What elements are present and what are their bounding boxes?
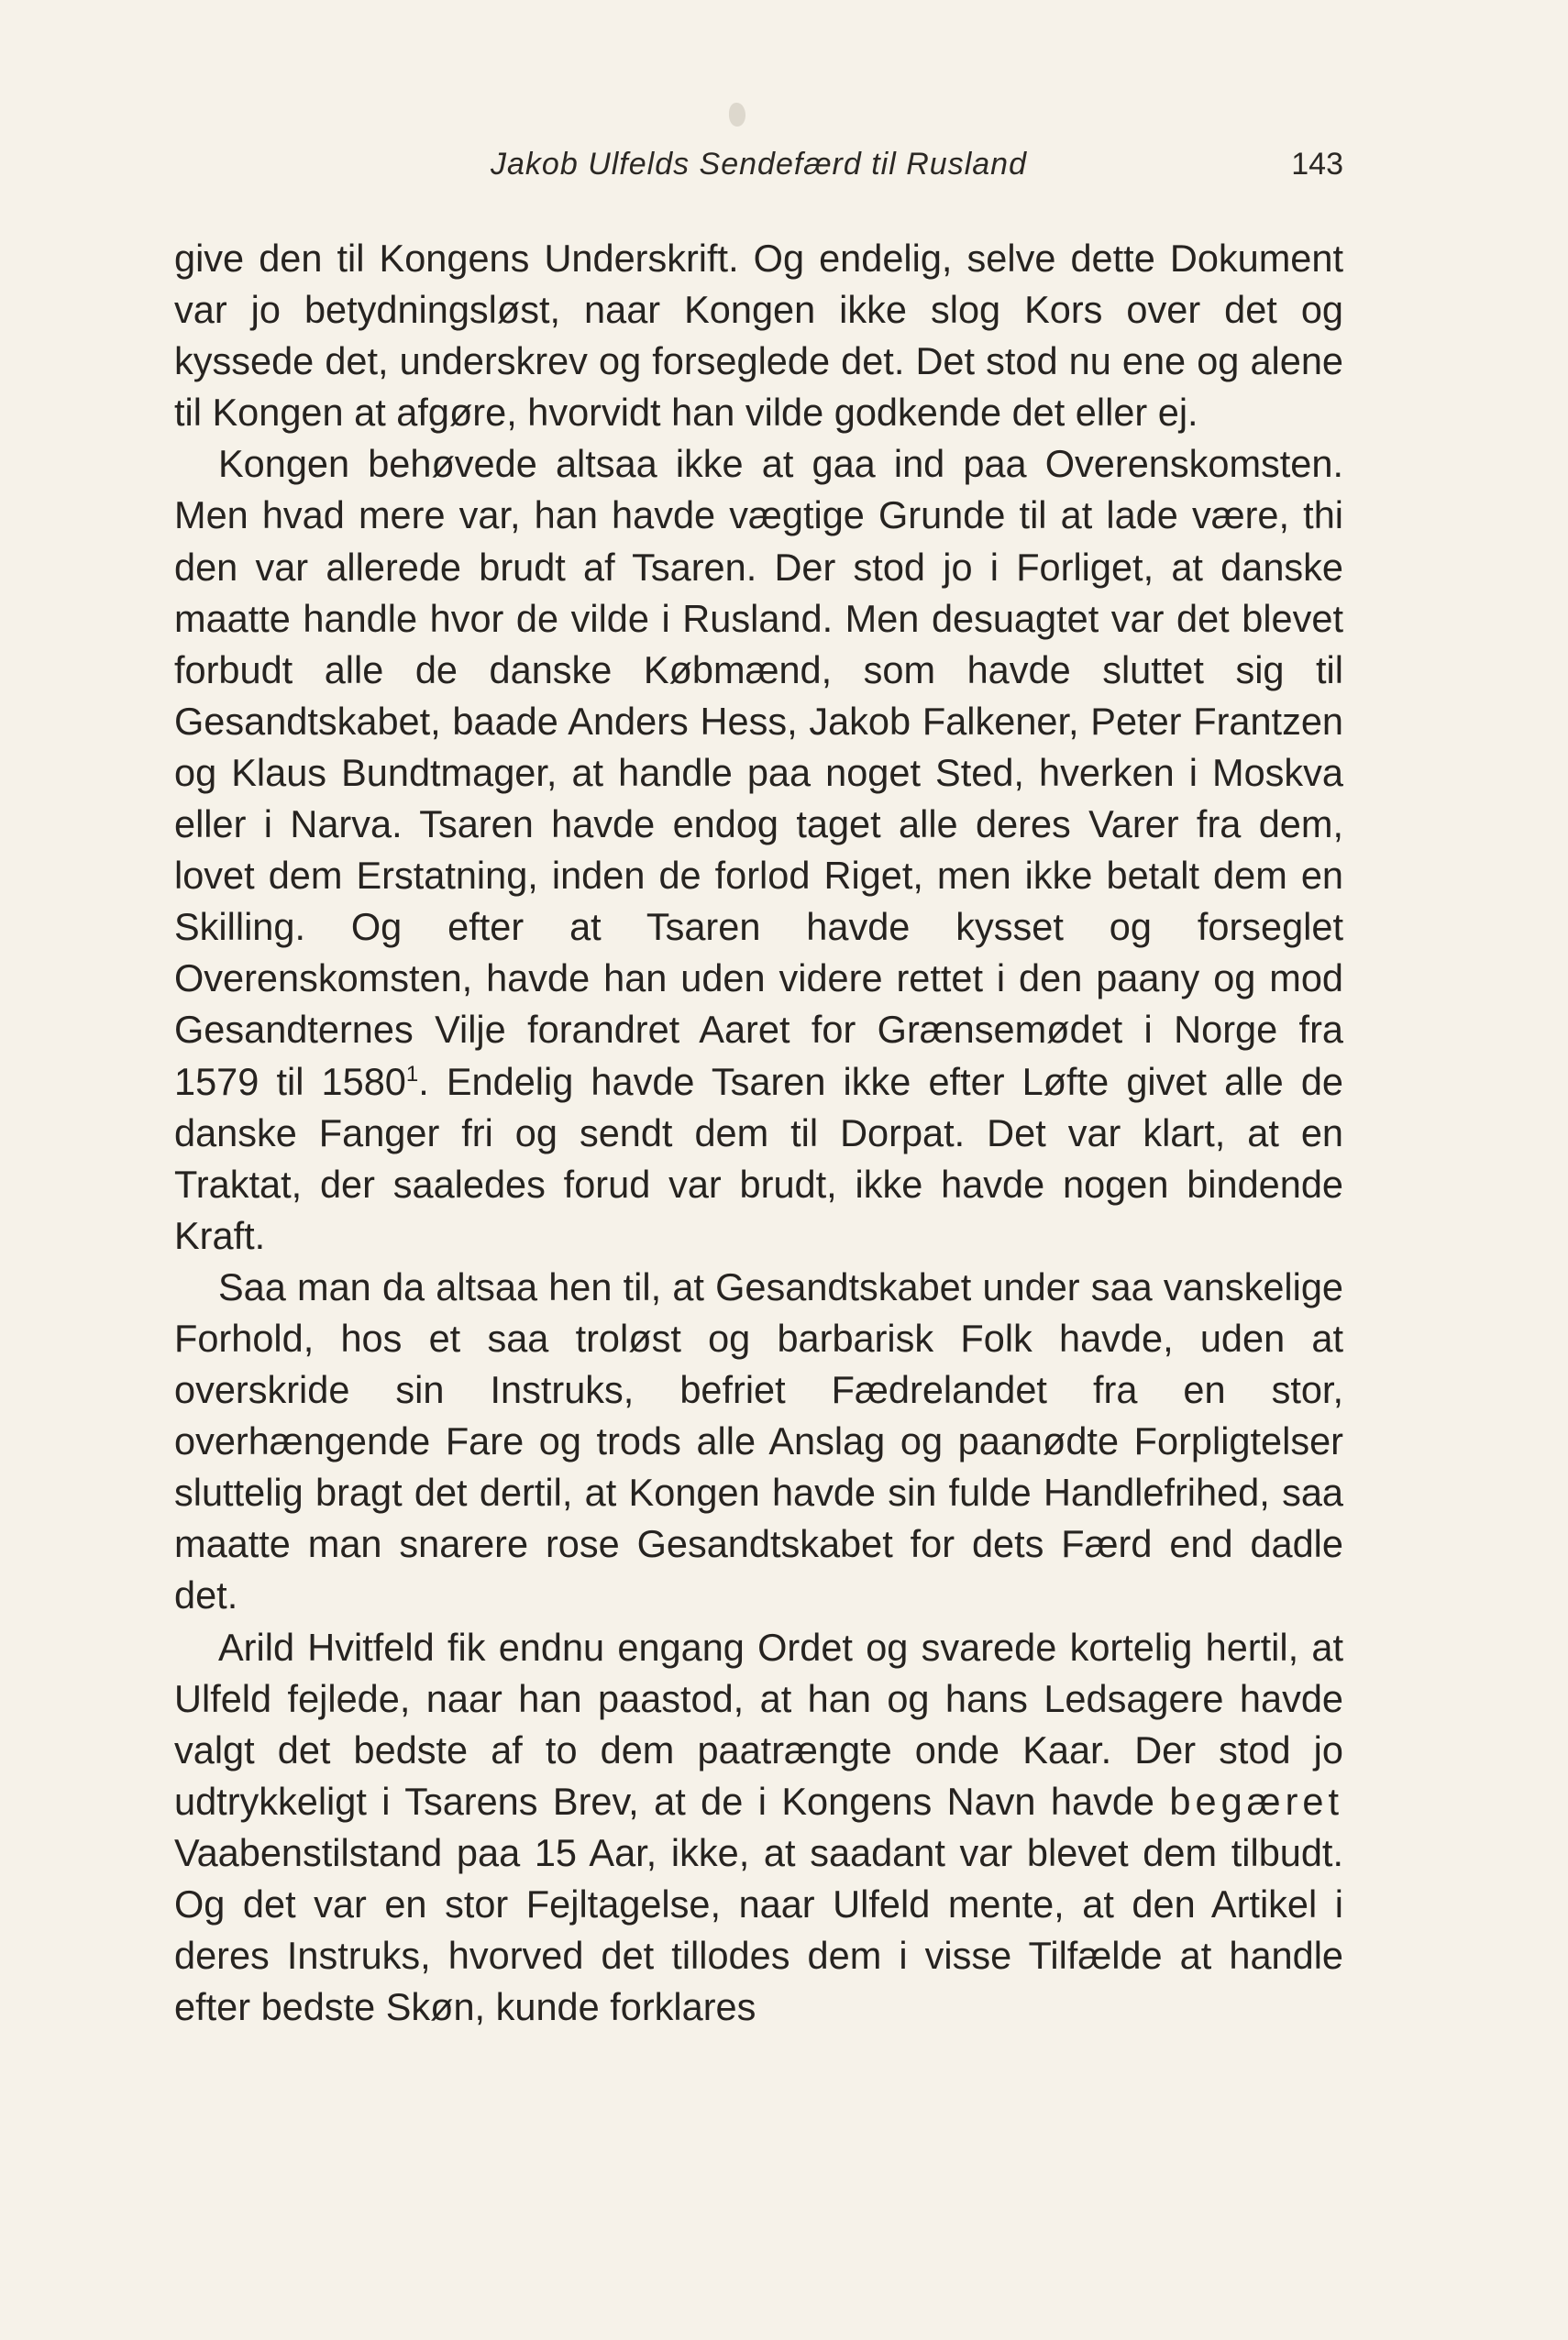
- paper-speck: [729, 103, 745, 127]
- running-title: Jakob Ulfelds Sendefærd til Rusland: [491, 147, 1027, 182]
- emphasized-word: begæret: [1169, 1779, 1343, 1823]
- paragraph-2-text-a: Kongen behøvede altsaa ikke at gaa ind paa Overenskomsten. Men hvad mere var, han havde vægtige Grunde til at lade være, thi den var allerede brudt af Tsaren. Der stod jo i Forliget, at danske maatte handle hvor de vilde i Rusland. Men desuagtet var det blevet forbudt alle de danske Købmænd, som havde sluttet sig til Gesandtskabet, baade Anders Hess, Jakob Falkener, Peter Frantzen og Klaus Bundtmager, at handle paa noget Sted, hverken i Moskva eller i Narva. Tsaren havde endog taget alle deres Varer fra dem, lovet dem Erstatning, inden de forlod Riget, men ikke betalt dem en Skilling. Og efter at Tsaren havde kysset og forseglet Overenskomsten, havde han uden videre rettet i den paany og mod Gesandternes Vilje forandret Aaret for Grænsemødet i Norge fra 1579 til 1580: [174, 442, 1343, 1103]
- body-text: [174, 233, 1343, 2033]
- running-header: [174, 147, 1343, 191]
- paragraph-2-text-b: . Endelig havde Tsaren ikke efter Løfte givet alle de danske Fanger fri og sendt dem til Dorpat. Det var klart, at en Traktat, der saaledes forud var brudt, ikke havde nogen bindende Kraft.: [174, 1059, 1343, 1257]
- paragraph-1: give den til Kongens Underskrift. Og endelig, selve dette Dokument var jo betydningsløst, naar Kongen ikke slog Kors over det og kyssede det, underskrev og forseglede det. Det stod nu ene og alene til Kongen at afgøre, hvorvidt han vilde godkende det eller ej.: [174, 237, 1343, 435]
- paragraph-4: [174, 1622, 1343, 2034]
- paragraph-4-text-b: Vaabenstilstand paa 15 Aar, ikke, at saadant var blevet dem tilbudt. Og det var en stor Fejltagelse, naar Ulfeld mente, at den Artikel i deres Instruks, hvorved det tillodes dem i visse Tilfælde at handle efter bedste Skøn, kunde forklares: [174, 1830, 1343, 2029]
- footnote-mark: 1: [405, 1061, 419, 1087]
- paragraph-2: [174, 438, 1343, 1262]
- paragraph-3: Saa man da altsaa hen til, at Gesandtskabet under saa vanskelige Forhold, hos et saa troløst og barbarisk Folk havde, uden at overskride sin Instruks, befriet Fædrelandet fra en stor, overhængende Fare og trods alle Anslag og paanødte Forpligtelser sluttelig bragt det dertil, at Kongen havde sin fulde Handlefrihed, saa maatte man snarere rose Gesandtskabet for dets Færd end dadle det.: [174, 1264, 1343, 1617]
- paragraph-4-text-a: Arild Hvitfeld fik endnu engang Ordet og svarede kortelig hertil, at Ulfeld fejlede, naar han paastod, at han og hans Ledsagere havde valgt det bedste af to dem paatrængte onde Kaar. Der stod jo udtrykkeligt i Tsarens Brev, at de i Kongens Navn havde: [174, 1625, 1343, 1823]
- page-number: 143: [1291, 147, 1343, 182]
